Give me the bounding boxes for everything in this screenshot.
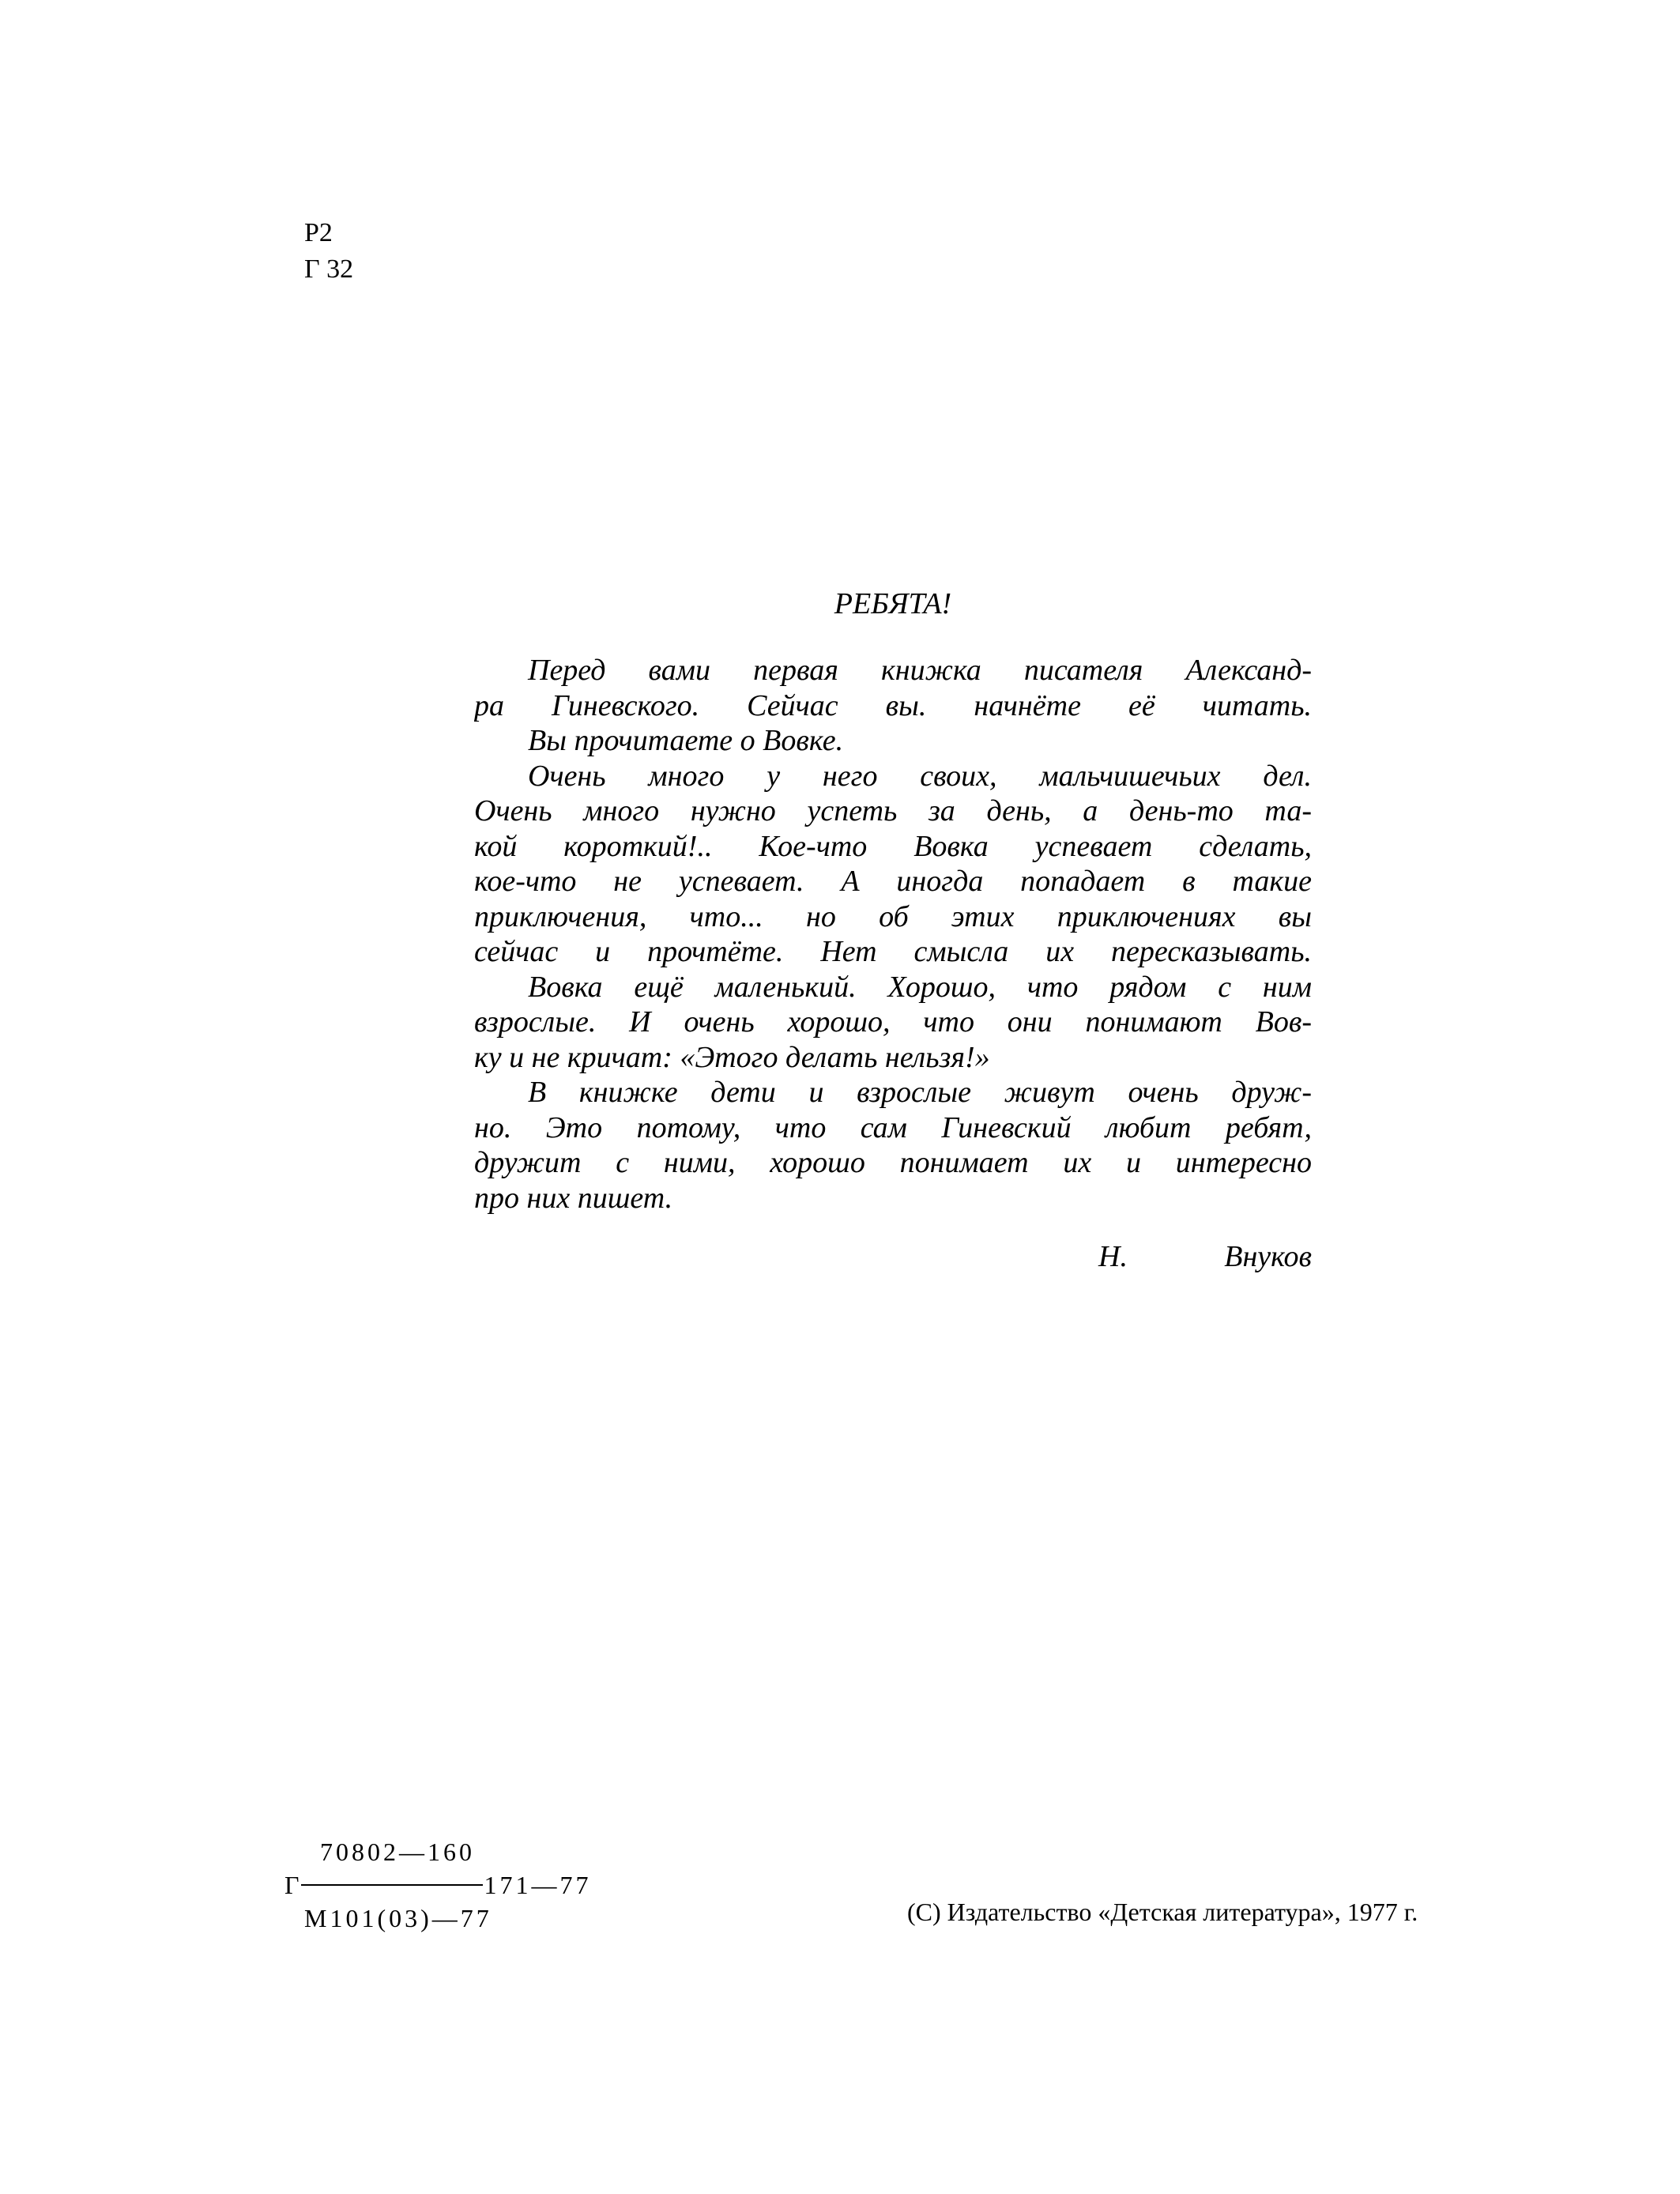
code-suffix: 171—77 xyxy=(484,1871,592,1899)
code-prefix: Г xyxy=(284,1871,299,1899)
classification-line-2: Г 32 xyxy=(304,254,354,284)
foreword-line: ра Гиневского. Сейчас вы. начнёте её читать. xyxy=(474,688,1312,722)
signature xyxy=(1098,1238,1312,1276)
foreword-line: Вовка ещё маленький. Хорошо, что рядом с ним xyxy=(528,970,1312,1004)
foreword-line: Очень много нужно успеть за день, а день-то та- xyxy=(474,794,1312,827)
foreword-line: взрослые. И очень хорошо, что они понимают Вов- xyxy=(474,1005,1312,1039)
foreword-line: про них пишет. xyxy=(474,1181,673,1215)
foreword-line: но. Это потому, что сам Гиневский любит ребят, xyxy=(474,1110,1312,1144)
foreword-line: ку и не кричат: «Этого делать нельзя!» xyxy=(474,1040,990,1074)
code-fraction-line xyxy=(284,1868,592,1902)
classification-index xyxy=(304,215,353,288)
code-denominator: М101(03)—77 xyxy=(304,1904,492,1932)
code-numerator: 70802—160 xyxy=(320,1838,475,1866)
foreword-line: Перед вами первая книжка писателя Александ- xyxy=(528,654,1312,687)
classification-line-1: Р2 xyxy=(304,218,333,247)
foreword-line: приключения, что... но об этих приключениях вы xyxy=(474,899,1312,933)
foreword-line: дружит с ними, хорошо понимает их и интересно xyxy=(474,1146,1312,1179)
foreword-line: В книжке дети и взрослые живут очень друж- xyxy=(528,1076,1312,1109)
signature-initial: Н. xyxy=(1098,1240,1128,1273)
signature-surname: Внуков xyxy=(1224,1240,1312,1273)
foreword-text xyxy=(474,653,1312,1216)
bibliographic-code xyxy=(284,1835,592,1935)
foreword-line: Очень много у него своих, мальчишечьих дел. xyxy=(528,759,1312,793)
copyright-notice: (С) Издательство «Детская литература», 1977 г. xyxy=(907,1898,1418,1926)
foreword-line: кое-что не успевает. А иногда попадает в такие xyxy=(474,865,1312,898)
foreword-line: кой короткий!.. Кое-что Вовка успевает сделать, xyxy=(474,829,1312,863)
fraction-rule xyxy=(301,1884,483,1886)
foreword-line: Вы прочитаете о Вовке. xyxy=(528,724,844,757)
foreword-heading: РЕБЯТА! xyxy=(834,587,952,620)
foreword-line: сейчас и прочтёте. Нет смысла их пересказывать. xyxy=(474,935,1312,968)
